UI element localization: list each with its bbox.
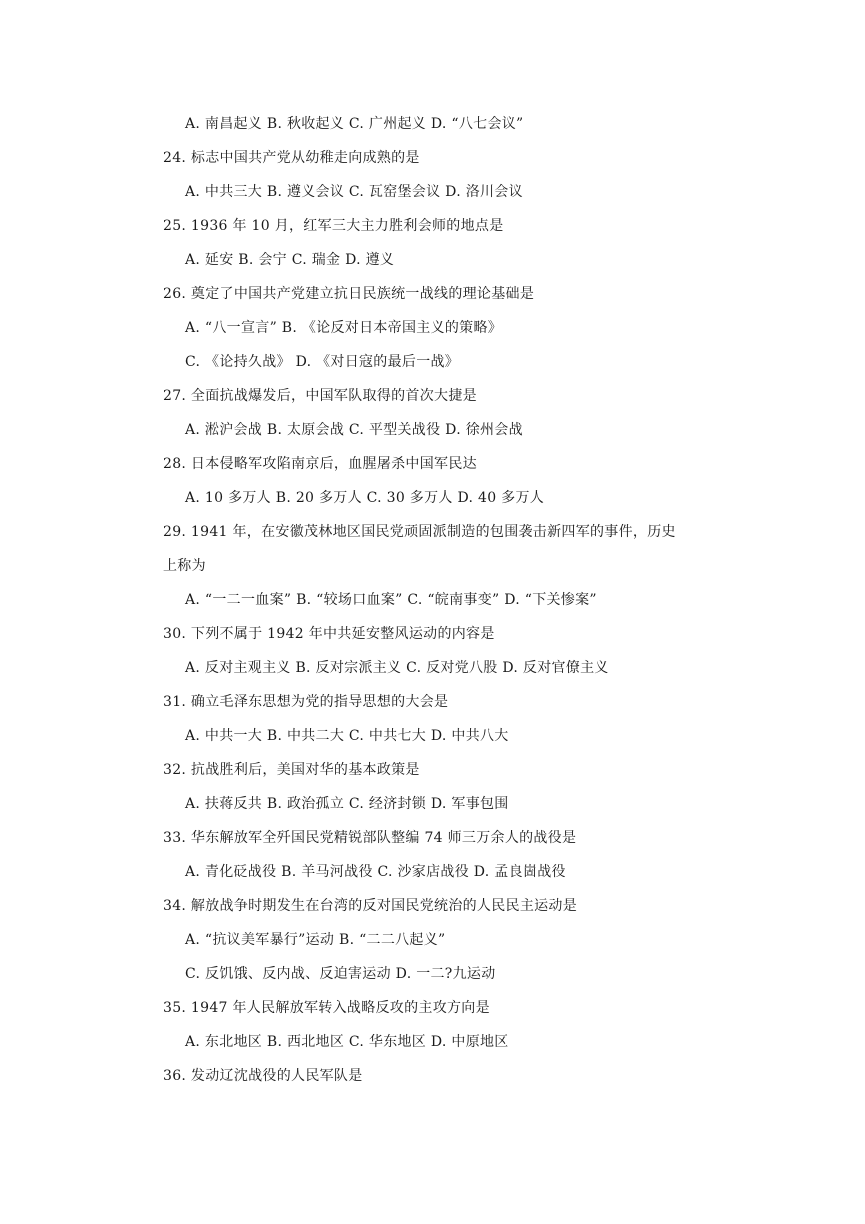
question-text: 28. 日本侵略军攻陷南京后，血腥屠杀中国军民达 bbox=[163, 456, 477, 472]
question-text: 26. 奠定了中国共产党建立抗日民族统一战线的理论基础是 bbox=[163, 286, 535, 302]
question-text: 27. 全面抗战爆发后，中国军队取得的首次大捷是 bbox=[163, 388, 477, 404]
question-text: 32. 抗战胜利后，美国对华的基本政策是 bbox=[163, 762, 420, 778]
answer-options: C. 《论持久战》 D. 《对日寇的最后一战》 bbox=[185, 354, 460, 370]
question-text: 24. 标志中国共产党从幼稚走向成熟的是 bbox=[163, 150, 420, 166]
answer-options: A. 反对主观主义 B. 反对宗派主义 C. 反对党八股 D. 反对官僚主义 bbox=[185, 660, 609, 676]
answer-options: A. 延安 B. 会宁 C. 瑞金 D. 遵义 bbox=[185, 252, 395, 268]
answer-options: A. 中共三大 B. 遵义会议 C. 瓦窑堡会议 D. 洛川会议 bbox=[185, 184, 523, 200]
question-text: 34. 解放战争时期发生在台湾的反对国民党统治的人民民主运动是 bbox=[163, 898, 578, 914]
answer-options: A. 南昌起义 B. 秋收起义 C. 广州起义 D. “八七会议” bbox=[185, 116, 524, 132]
question-text: 35. 1947 年人民解放军转入战略反攻的主攻方向是 bbox=[163, 1000, 490, 1016]
answer-options: A. 青化砭战役 B. 羊马河战役 C. 沙家店战役 D. 孟良崮战役 bbox=[185, 864, 566, 880]
question-text: 36. 发动辽沈战役的人民军队是 bbox=[163, 1068, 363, 1084]
question-text: 30. 下列不属于 1942 年中共延安整风运动的内容是 bbox=[163, 626, 495, 642]
answer-options: A. 扶蒋反共 B. 政治孤立 C. 经济封锁 D. 军事包围 bbox=[185, 796, 509, 812]
answer-options: A. “抗议美军暴行”运动 B. “二二八起义” bbox=[185, 932, 446, 948]
question-text: 29. 1941 年，在安徽茂林地区国民党顽固派制造的包围袭击新四军的事件，历史 bbox=[163, 524, 676, 540]
answer-options: A. 10 多万人 B. 20 多万人 C. 30 多万人 D. 40 多万人 bbox=[185, 490, 545, 506]
question-list bbox=[0, 107, 865, 1093]
question-text: 33. 华东解放军全歼国民党精锐部队整编 74 师三万余人的战役是 bbox=[163, 830, 577, 846]
answer-options: A. “一二一血案” B. “较场口血案” C. “皖南事变” D. “下关惨案” bbox=[185, 592, 597, 608]
answer-options: A. “八一宣言” B. 《论反对日本帝国主义的策略》 bbox=[185, 320, 503, 336]
answer-options: A. 中共一大 B. 中共二大 C. 中共七大 D. 中共八大 bbox=[185, 728, 509, 744]
question-text: 31. 确立毛泽东思想为党的指导思想的大会是 bbox=[163, 694, 449, 710]
answer-options: A. 淞沪会战 B. 太原会战 C. 平型关战役 D. 徐州会战 bbox=[185, 422, 523, 438]
answer-options: C. 反饥饿、反内战、反迫害运动 D. 一二?九运动 bbox=[185, 966, 496, 982]
question-text: 上称为 bbox=[163, 558, 206, 574]
question-text: 25. 1936 年 10 月，红军三大主力胜利会师的地点是 bbox=[163, 218, 504, 234]
answer-options: A. 东北地区 B. 西北地区 C. 华东地区 D. 中原地区 bbox=[185, 1034, 509, 1050]
